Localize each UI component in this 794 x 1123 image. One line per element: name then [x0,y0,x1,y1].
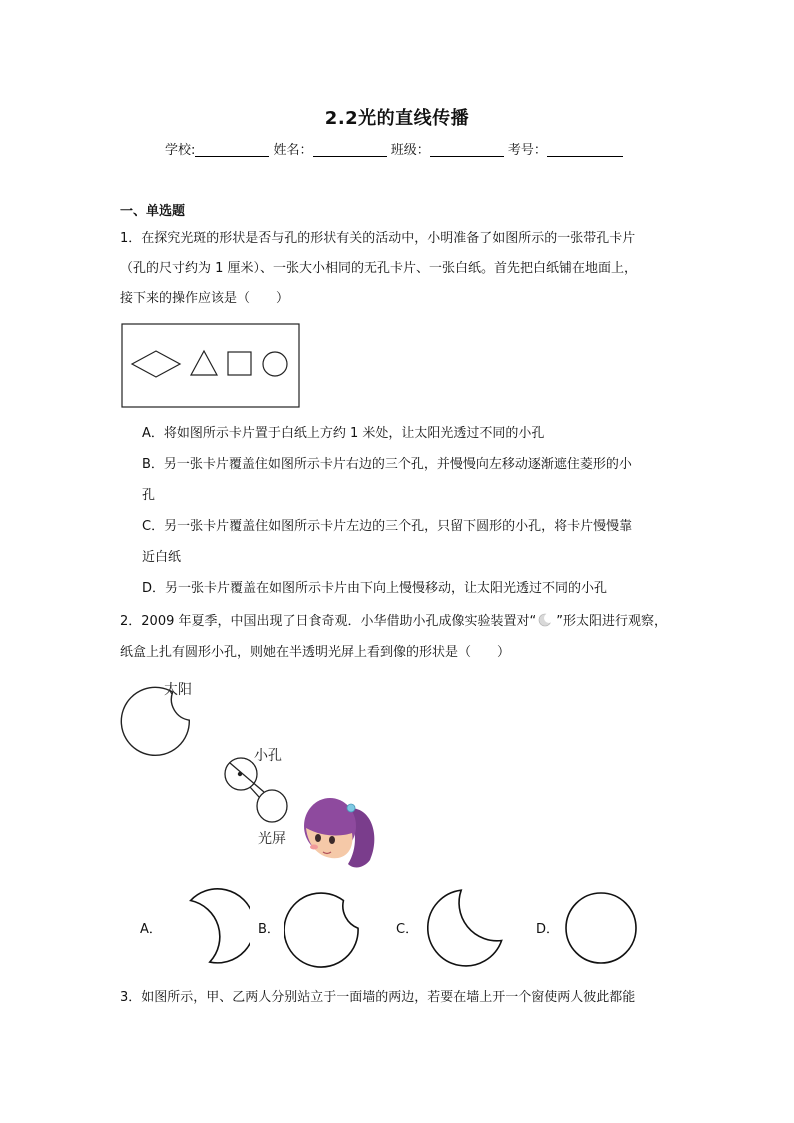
girl-observer-icon [304,798,374,867]
q1-option-c[interactable]: C．另一张卡片覆盖住如图所示卡片左边的三个孔，只留下圆形的小孔，将卡片慢慢靠 [142,519,633,534]
q2-option-a-label[interactable]: A． [140,922,162,937]
number-label: 考号： [507,143,547,158]
student-info-line [165,139,623,158]
q1-option-c-cont: 近白纸 [142,550,182,565]
screen-label: 光屏 [258,831,286,847]
q1-option-b-cont: 孔 [142,488,156,503]
card-outline [122,324,299,407]
sun-label: 太阳 [164,682,192,698]
q2-line-1-end: ”形太阳进行观察， [556,614,667,629]
section-heading: 一、单选题 [120,204,186,219]
q3-line-1: 3．如图所示，甲、乙两人分别站立于一面墙的两边，若要在墙上开一个窗使两人彼此都能 [120,990,636,1005]
class-label: 班级： [390,143,430,158]
q2-setup-figure [118,668,398,878]
school-label: 学校: [165,143,196,158]
number-blank[interactable] [547,142,623,157]
q2-option-b-shape[interactable] [284,888,368,972]
class-blank[interactable] [430,142,504,157]
name-label: 姓名： [273,143,313,158]
q1-option-a[interactable]: A．将如图所示卡片置于白纸上方约 1 米处，让太阳光透过不同的小孔 [142,426,545,441]
q2-option-d-label[interactable]: D． [536,922,560,937]
q1-option-b[interactable]: B．另一张卡片覆盖住如图所示卡片右边的三个孔，并慢慢向左移动逐渐遮住菱形的小 [142,457,632,472]
rhombus-hole [132,351,180,377]
q2-option-a-shape[interactable] [166,888,250,972]
q1-option-d[interactable]: D．另一张卡片覆盖在如图所示卡片由下向上慢慢移动，让太阳光透过不同的小孔 [142,581,608,596]
q2-line-1 [120,613,667,631]
q1-line-1: 1．在探究光斑的形状是否与孔的形状有关的活动中，小明准备了如图所示的一张带孔卡片 [120,231,636,246]
school-blank[interactable] [195,142,269,157]
q1-line-2: （孔的尺寸约为 1 厘米）、一张大小相同的无孔卡片、一张白纸。首先把白纸铺在地面上， [120,261,638,276]
q2-line-2: 纸盒上扎有圆形小孔，则她在半透明光屏上看到像的形状是（ ） [120,645,511,660]
hole-label: 小孔 [254,748,282,764]
circle-hole [263,352,287,376]
q2-option-c-label[interactable]: C． [396,922,419,937]
square-hole [228,352,251,375]
q2-option-d-shape[interactable] [563,890,641,968]
q2-line-1-start: 2．2009 年夏季，中国出现了日食奇观．小华借助小孔成像实验装置对“ [120,614,537,629]
screen-end [257,790,287,822]
page-title: 2.2光的直线传播 [324,108,470,129]
q2-option-c-shape[interactable] [422,886,508,972]
q2-option-b-label[interactable]: B． [258,922,280,937]
triangle-hole [191,351,217,375]
name-blank[interactable] [313,142,387,157]
q1-line-3: 接下来的操作应该是（ ） [120,291,290,306]
pinhole-camera [225,758,287,822]
crescent-sun-icon [536,613,556,627]
q1-card-figure [121,323,301,409]
